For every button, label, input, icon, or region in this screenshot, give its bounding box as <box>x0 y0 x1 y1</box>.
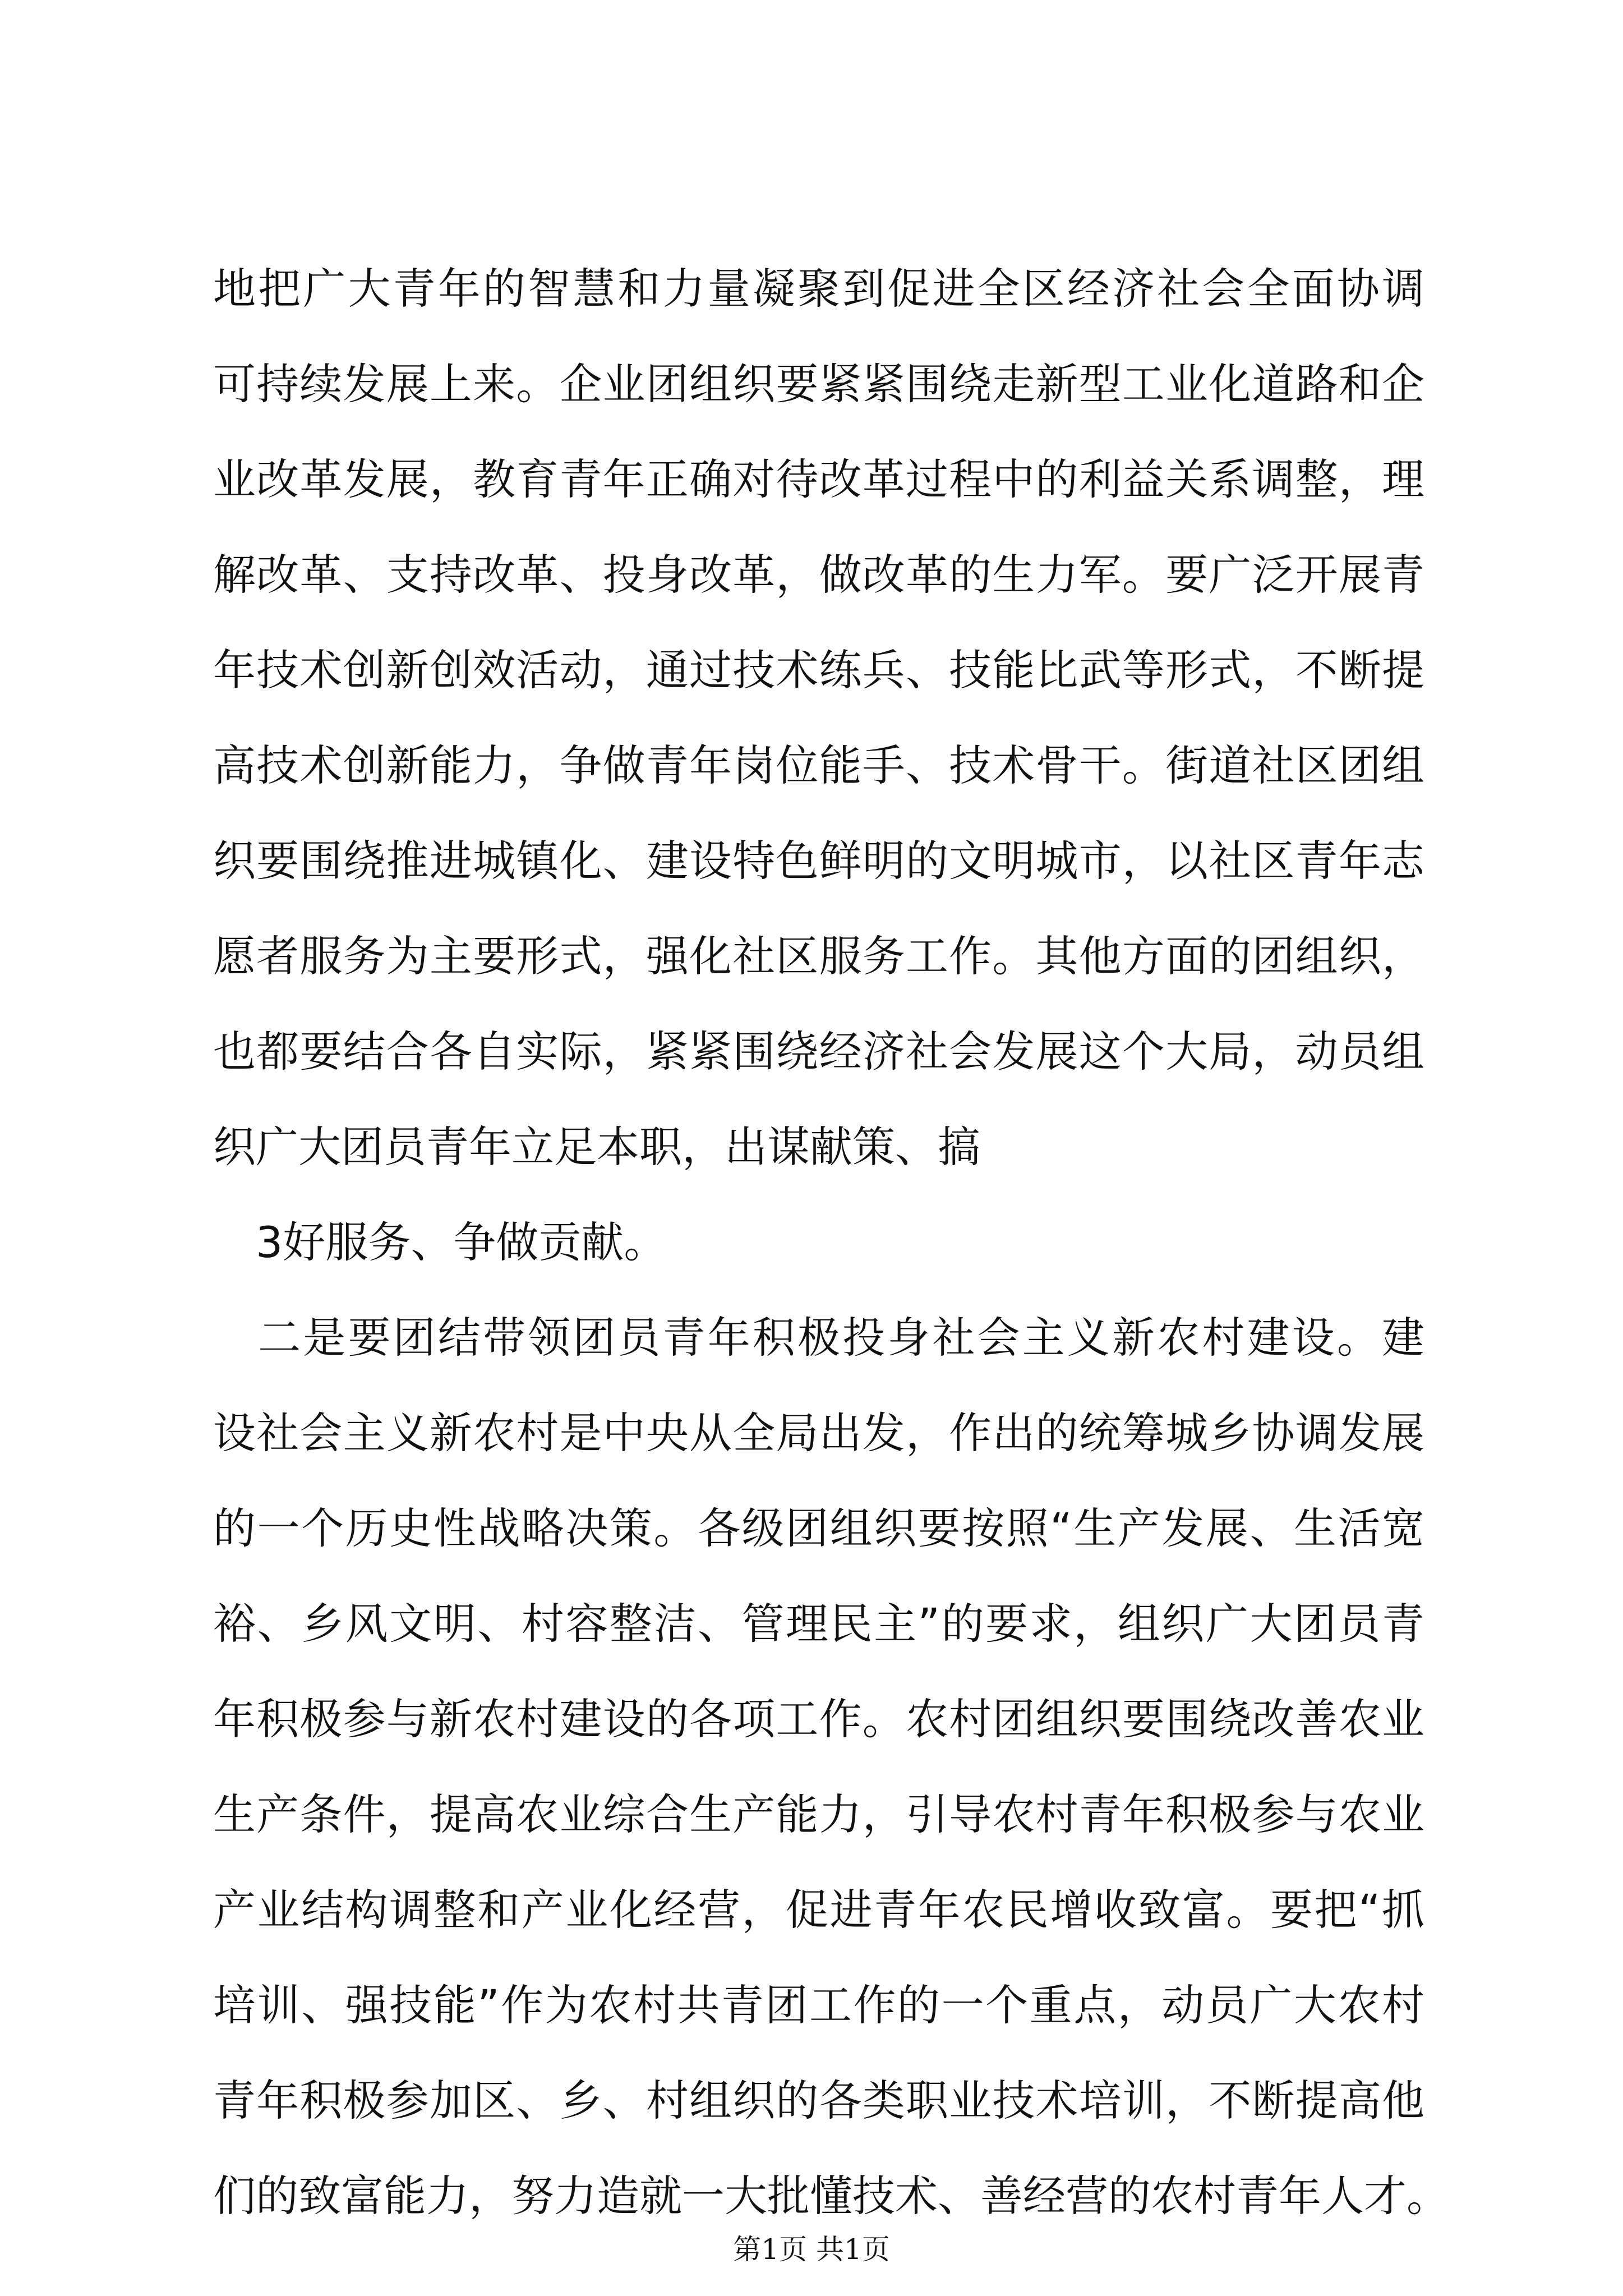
paragraph-line: 年积极参与新农村建设的各项工作。农村团组织要围绕改善农业 <box>213 1694 1424 1744</box>
paragraph-line: 愿者服务为主要形式，强化社区服务工作。其他方面的团组织， <box>213 931 1424 981</box>
paragraph-line: 生产条件，提高农业综合生产能力，引导农村青年积极参与农业 <box>213 1789 1424 1839</box>
paragraph-line: 二是要团结带领团员青年积极投身社会主义新农村建设。建 <box>213 1313 1424 1363</box>
paragraph-line: 高技术创新能力，争做青年岗位能手、技术骨干。街道社区团组 <box>213 740 1424 790</box>
paragraph-line: 也都要结合各自实际，紧紧围绕经济社会发展这个大局，动员组 <box>213 1027 1424 1076</box>
paragraph-line: 们的致富能力，努力造就一大批懂技术、善经营的农村青年人才。 <box>213 2171 1449 2221</box>
paragraph-line: 可持续发展上来。企业团组织要紧紧围绕走新型工业化道路和企 <box>213 359 1424 409</box>
paragraph-line: 业改革发展，教育青年正确对待改革过程中的利益关系调整，理 <box>213 454 1424 504</box>
paragraph-line: 地把广大青年的智慧和力量凝聚到促进全区经济社会全面协调 <box>213 264 1424 314</box>
paragraph-line: 设社会主义新农村是中央从全局出发，作出的统筹城乡协调发展 <box>213 1408 1424 1458</box>
paragraph-line: 的一个历史性战略决策。各级团组织要按照“生产发展、生活宽 <box>213 1503 1424 1553</box>
page-number: 第1页 共1页 <box>733 2233 890 2266</box>
paragraph-line: 青年积极参加区、乡、村组织的各类职业技术培训，不断提高他 <box>213 2076 1424 2125</box>
paragraph-line: 织广大团员青年立足本职，出谋献策、搞 <box>213 1122 980 1172</box>
paragraph-line: 产业结构调整和产业化经营，促进青年农民增收致富。要把“抓 <box>213 1885 1424 1935</box>
paragraph-line: 3好服务、争做贡献。 <box>213 1217 667 1267</box>
page-footer <box>0 2230 1623 2269</box>
paragraph-line: 年技术创新创效活动，通过技术练兵、技能比武等形式，不断提 <box>213 645 1424 695</box>
paragraph-line: 裕、乡风文明、村容整洁、管理民主”的要求，组织广大团员青 <box>213 1599 1424 1649</box>
paragraph-line: 织要围绕推进城镇化、建设特色鲜明的文明城市，以社区青年志 <box>213 836 1424 886</box>
paragraph-line: 解改革、支持改革、投身改革，做改革的生力军。要广泛开展青 <box>213 550 1424 600</box>
paragraph-line: 培训、强技能”作为农村共青团工作的一个重点，动员广大农村 <box>213 1980 1424 2030</box>
